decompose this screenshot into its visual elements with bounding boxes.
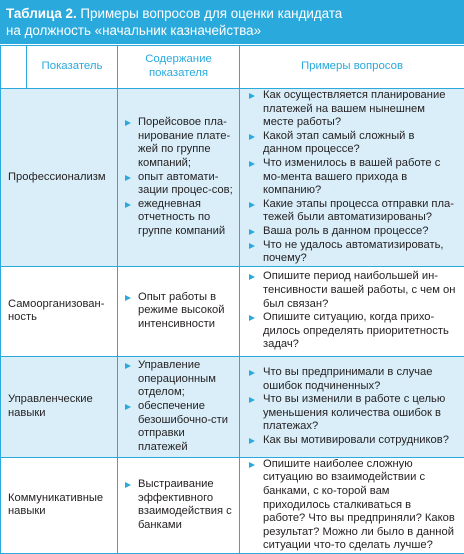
content-cell (118, 266, 240, 356)
list-item: Управление операционным отделом; (118, 359, 233, 400)
content-list (118, 359, 239, 454)
questions-table (0, 45, 464, 554)
table-number: Таблица 2. (6, 6, 77, 21)
list-item: Опишите ситуацию, когда прихо-дилось определять приоритетность задач? (240, 311, 456, 352)
content-cell (118, 89, 240, 267)
indicator-cell: Коммуникативные навыки (1, 457, 118, 553)
indicator-cell: Управленческие навыки (1, 356, 118, 457)
list-item: Порейсовое пла-нирование плате-жей по группе компаний; (118, 116, 233, 170)
list-item: опыт автомати-зации процес-сов; (118, 171, 233, 198)
list-item: Что вы изменили в работе с целью уменьшения количества ошибок в платежах? (240, 393, 456, 434)
table-row (1, 457, 464, 553)
list-item: Что не удалось автоматизировать, почему? (240, 239, 456, 266)
header-questions: Примеры вопросов (240, 46, 464, 89)
list-item: Какой этап самый сложный в данном процессе? (240, 130, 456, 157)
list-item: Выстраивание эффективного взаимодействия с банками (118, 478, 233, 532)
header-content: Содержание показателя (118, 46, 240, 89)
list-item: Ваша роль в данном процессе? (240, 225, 456, 239)
questions-list (240, 366, 464, 448)
list-item: ежедневная отчетность по группе компаний (118, 198, 233, 239)
content-list (118, 116, 239, 238)
indicator-cell: Самоорганизован-ность (1, 266, 118, 356)
table-row (1, 89, 464, 267)
list-item: Опишите период наибольшей ин-тенсивности вашей работы, с чем он был связан? (240, 270, 456, 311)
questions-list (240, 89, 464, 266)
questions-cell (240, 89, 464, 267)
list-item: Какие этапы процесса отправки пла-тежей были автоматизированы? (240, 198, 456, 225)
list-item: Как вы мотивировали сотрудников? (240, 434, 456, 448)
table-row (1, 356, 464, 457)
list-item: Опишите наиболее сложную ситуацию во взаимодействии с банками, с ко-торой вам приходилось сталкиваться в работе? Что вы предприняли? Каков результат? Можно ли было в данной ситуации что-то сделать лучше? (240, 458, 456, 553)
questions-cell (240, 266, 464, 356)
caption-text-1: Примеры вопросов для оценки кандидата (77, 6, 343, 21)
list-item: Что вы предпринимали в случае ошибок подчиненных? (240, 366, 456, 393)
list-item: Что изменилось в вашей работе с мо-мента вашего прихода в компанию? (240, 157, 456, 198)
content-list (118, 478, 239, 532)
content-cell (118, 457, 240, 553)
header-blank-cell (1, 46, 27, 89)
questions-cell (240, 356, 464, 457)
list-item: обеспечение безошибочно-сти отправки платежей (118, 400, 233, 454)
indicator-cell: Профессионализм (1, 89, 118, 267)
content-cell (118, 356, 240, 457)
header-indicator: Показатель (27, 46, 118, 89)
questions-cell (240, 457, 464, 553)
caption-line-2: на должность «начальник казначейства» (6, 22, 464, 39)
table-caption (0, 0, 464, 44)
table-row (1, 266, 464, 356)
content-list (118, 291, 239, 332)
list-item: Как осуществляется планирование платежей на вашем нынешнем месте работы? (240, 89, 456, 130)
list-item: Опыт работы в режиме высокой интенсивности (118, 291, 233, 332)
questions-list (240, 458, 464, 553)
table-header-row (1, 46, 464, 89)
questions-list (240, 270, 464, 352)
caption-line-1 (6, 5, 464, 22)
